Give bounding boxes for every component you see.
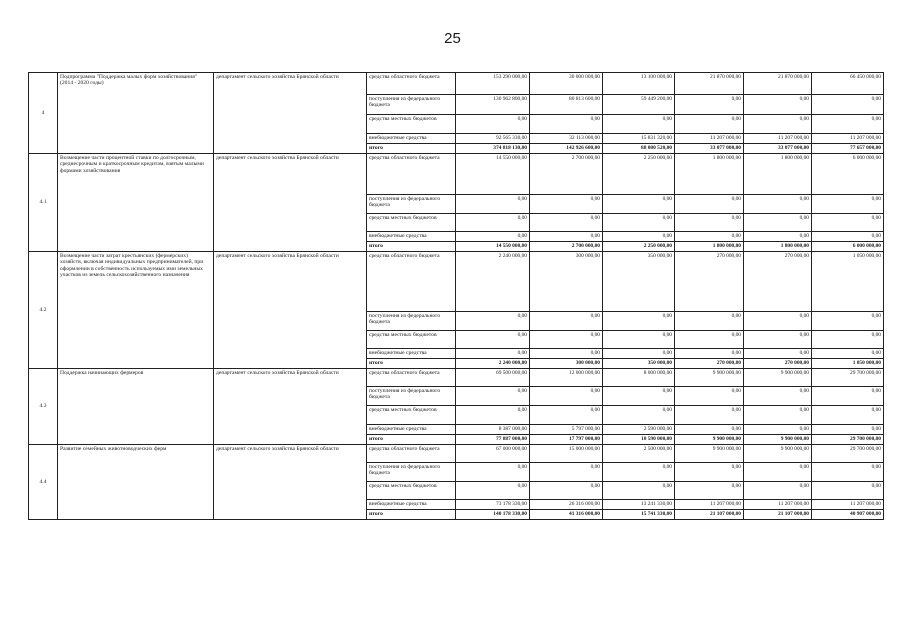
amount-cell: 0,00: [675, 214, 744, 232]
amount-cell: 21 107 000,00: [675, 510, 744, 520]
funding-source: итого: [367, 144, 456, 154]
item-name: Подпрограмма "Поддержка малых форм хозяйствования" (2014 - 2020 годы): [58, 73, 214, 154]
amount-cell: 0,00: [456, 312, 530, 331]
amount-cell: 5 797 000,00: [530, 425, 603, 435]
funding-source: итого: [367, 510, 456, 520]
amount-cell: 2 700 000,00: [530, 242, 603, 252]
item-name: Возмещение части затрат крестьянских (фермерских) хозяйств, включая индивидуальных предпринимателей, при оформлении в собственность используемых ими земельных участков из земель сельскохозяйственного назначения: [58, 252, 214, 369]
amount-cell: 0,00: [603, 214, 675, 232]
amount-cell: 0,00: [675, 406, 744, 425]
amount-cell: 26 316 000,00: [530, 500, 603, 510]
amount-cell: 41 316 000,00: [530, 510, 603, 520]
amount-cell: 15 831 320,00: [603, 134, 675, 144]
item-executor: департамент сельского хозяйства Брянской области: [214, 369, 367, 445]
amount-cell: 374 818 130,00: [456, 144, 530, 154]
funding-source: поступления из федерального бюджета: [367, 312, 456, 331]
amount-cell: 1 800 000,00: [675, 242, 744, 252]
amount-cell: 0,00: [530, 115, 603, 134]
amount-cell: 0,00: [744, 232, 812, 242]
amount-cell: 2 240 000,00: [456, 252, 530, 312]
amount-cell: 11 207 000,00: [812, 134, 884, 144]
amount-cell: 0,00: [530, 482, 603, 500]
funding-source: средства областного бюджета: [367, 73, 456, 95]
amount-cell: 0,00: [675, 349, 744, 359]
funding-source: средства местных бюджетов: [367, 331, 456, 349]
amount-cell: 13 241 330,00: [603, 500, 675, 510]
funding-source: поступления из федерального бюджета: [367, 95, 456, 115]
funding-source: поступления из федерального бюджета: [367, 463, 456, 482]
amount-cell: 0,00: [603, 349, 675, 359]
amount-cell: 0,00: [603, 482, 675, 500]
amount-cell: 12 000 000,00: [530, 369, 603, 387]
amount-cell: 15 000 000,00: [530, 445, 603, 463]
amount-cell: 0,00: [675, 387, 744, 406]
amount-cell: 2 240 000,00: [456, 359, 530, 369]
amount-cell: 1 800 000,00: [675, 154, 744, 195]
item-code: 4: [29, 73, 58, 154]
funding-source: средства областного бюджета: [367, 369, 456, 387]
amount-cell: 1 800 000,00: [744, 154, 812, 195]
amount-cell: 15 741 330,00: [603, 510, 675, 520]
amount-cell: 14 550 000,00: [456, 154, 530, 195]
amount-cell: 29 700 000,00: [812, 435, 884, 445]
amount-cell: 0,00: [744, 425, 812, 435]
amount-cell: 0,00: [675, 232, 744, 242]
item-name: Возмещение части процентной ставки по долгосрочным, среднесрочным и краткосрочным кредитам, взятым малыми формами хозяйствования: [58, 154, 214, 252]
funding-source: поступления из федерального бюджета: [367, 195, 456, 214]
amount-cell: 0,00: [456, 387, 530, 406]
funding-source: средства областного бюджета: [367, 154, 456, 195]
amount-cell: 0,00: [603, 115, 675, 134]
amount-cell: 0,00: [744, 406, 812, 425]
item-name: Развитие семейных животноводческих ферм: [58, 445, 214, 520]
amount-cell: 0,00: [456, 463, 530, 482]
item-code: 4.1: [29, 154, 58, 252]
amount-cell: 0,00: [603, 331, 675, 349]
amount-cell: 8 000 000,00: [603, 369, 675, 387]
amount-cell: 0,00: [456, 482, 530, 500]
amount-cell: 33 077 000,00: [744, 144, 812, 154]
amount-cell: 10 590 000,00: [603, 435, 675, 445]
funding-source: средства местных бюджетов: [367, 214, 456, 232]
amount-cell: 2 250 000,00: [603, 242, 675, 252]
amount-cell: 9 900 000,00: [744, 369, 812, 387]
amount-cell: 9 900 000,00: [675, 369, 744, 387]
amount-cell: 0,00: [675, 482, 744, 500]
amount-cell: 0,00: [812, 482, 884, 500]
amount-cell: 0,00: [812, 406, 884, 425]
amount-cell: 6 000 000,00: [812, 242, 884, 252]
table-row: [29, 252, 884, 312]
amount-cell: 2 590 000,00: [603, 425, 675, 435]
amount-cell: 0,00: [603, 195, 675, 214]
amount-cell: 80 813 600,00: [530, 95, 603, 115]
amount-cell: 153 290 000,00: [456, 73, 530, 95]
funding-source: внебюджетные средства: [367, 134, 456, 144]
amount-cell: 0,00: [812, 349, 884, 359]
funding-source: итого: [367, 435, 456, 445]
amount-cell: 0,00: [603, 406, 675, 425]
item-name: Поддержка начинающих фермеров: [58, 369, 214, 445]
amount-cell: 0,00: [530, 232, 603, 242]
amount-cell: 66 450 000,00: [812, 73, 884, 95]
amount-cell: 300 000,00: [530, 252, 603, 312]
amount-cell: 0,00: [675, 312, 744, 331]
item-executor: департамент сельского хозяйства Брянской области: [214, 73, 367, 154]
amount-cell: 130 962 800,00: [456, 95, 530, 115]
amount-cell: 350 000,00: [603, 252, 675, 312]
funding-source: внебюджетные средства: [367, 349, 456, 359]
amount-cell: 0,00: [530, 387, 603, 406]
amount-cell: 14 550 000,00: [456, 242, 530, 252]
amount-cell: 9 900 000,00: [744, 435, 812, 445]
funding-source: средства местных бюджетов: [367, 482, 456, 500]
amount-cell: 0,00: [675, 195, 744, 214]
amount-cell: 0,00: [675, 115, 744, 134]
amount-cell: 0,00: [744, 387, 812, 406]
amount-cell: 0,00: [812, 387, 884, 406]
table-row: [29, 73, 884, 95]
amount-cell: 0,00: [456, 331, 530, 349]
amount-cell: 0,00: [530, 195, 603, 214]
amount-cell: 0,00: [812, 232, 884, 242]
amount-cell: 0,00: [812, 115, 884, 134]
amount-cell: 29 700 000,00: [812, 369, 884, 387]
amount-cell: 0,00: [744, 115, 812, 134]
item-executor: департамент сельского хозяйства Брянской области: [214, 445, 367, 520]
amount-cell: 0,00: [456, 195, 530, 214]
amount-cell: 67 000 000,00: [456, 445, 530, 463]
amount-cell: 0,00: [812, 331, 884, 349]
amount-cell: 32 113 000,00: [530, 134, 603, 144]
amount-cell: 17 797 000,00: [530, 435, 603, 445]
funding-source: итого: [367, 359, 456, 369]
amount-cell: 11 207 000,00: [744, 500, 812, 510]
page-number: 25: [444, 30, 461, 47]
amount-cell: 142 926 600,00: [530, 144, 603, 154]
amount-cell: 0,00: [744, 331, 812, 349]
item-code: 4.4: [29, 445, 58, 520]
amount-cell: 11 207 000,00: [675, 500, 744, 510]
amount-cell: 270 000,00: [744, 252, 812, 312]
amount-cell: 0,00: [456, 349, 530, 359]
amount-cell: 270 000,00: [675, 359, 744, 369]
amount-cell: 2 250 000,00: [603, 154, 675, 195]
table-row: [29, 445, 884, 463]
amount-cell: 0,00: [675, 95, 744, 115]
amount-cell: 59 449 200,00: [603, 95, 675, 115]
amount-cell: 29 700 000,00: [812, 445, 884, 463]
amount-cell: 11 207 000,00: [675, 134, 744, 144]
amount-cell: 0,00: [456, 115, 530, 134]
amount-cell: 77 657 000,00: [812, 144, 884, 154]
table-row: [29, 154, 884, 195]
table-row: [29, 369, 884, 387]
amount-cell: 0,00: [744, 482, 812, 500]
amount-cell: 92 565 330,00: [456, 134, 530, 144]
amount-cell: 0,00: [603, 387, 675, 406]
funding-source: средства местных бюджетов: [367, 406, 456, 425]
amount-cell: 69 500 000,00: [456, 369, 530, 387]
amount-cell: 9 900 000,00: [675, 435, 744, 445]
amount-cell: 0,00: [530, 406, 603, 425]
amount-cell: 0,00: [744, 95, 812, 115]
amount-cell: 2 700 000,00: [530, 154, 603, 195]
amount-cell: 0,00: [603, 232, 675, 242]
amount-cell: 0,00: [744, 463, 812, 482]
amount-cell: 6 000 000,00: [812, 154, 884, 195]
item-code: 4.3: [29, 369, 58, 445]
amount-cell: 0,00: [530, 312, 603, 331]
amount-cell: 9 900 000,00: [675, 445, 744, 463]
amount-cell: 0,00: [675, 425, 744, 435]
amount-cell: 0,00: [812, 214, 884, 232]
amount-cell: 0,00: [812, 425, 884, 435]
funding-source: средства местных бюджетов: [367, 115, 456, 134]
amount-cell: 21 870 000,00: [744, 73, 812, 95]
amount-cell: 77 887 000,00: [456, 435, 530, 445]
amount-cell: 1 050 000,00: [812, 359, 884, 369]
amount-cell: 21 107 000,00: [744, 510, 812, 520]
amount-cell: 21 870 000,00: [675, 73, 744, 95]
amount-cell: 33 077 000,00: [675, 144, 744, 154]
amount-cell: 270 000,00: [675, 252, 744, 312]
amount-cell: 0,00: [744, 195, 812, 214]
amount-cell: 300 000,00: [530, 359, 603, 369]
amount-cell: 30 000 000,00: [530, 73, 603, 95]
amount-cell: 0,00: [812, 195, 884, 214]
funding-source: итого: [367, 242, 456, 252]
amount-cell: 0,00: [530, 214, 603, 232]
amount-cell: 0,00: [744, 349, 812, 359]
amount-cell: 0,00: [744, 312, 812, 331]
amount-cell: 73 178 330,00: [456, 500, 530, 510]
amount-cell: 1 800 000,00: [744, 242, 812, 252]
funding-source: внебюджетные средства: [367, 232, 456, 242]
amount-cell: 8 387 000,00: [456, 425, 530, 435]
amount-cell: 0,00: [675, 331, 744, 349]
amount-cell: 0,00: [812, 463, 884, 482]
amount-cell: 1 050 000,00: [812, 252, 884, 312]
amount-cell: 0,00: [603, 463, 675, 482]
amount-cell: 0,00: [530, 349, 603, 359]
amount-cell: 0,00: [675, 463, 744, 482]
funding-source: внебюджетные средства: [367, 500, 456, 510]
funding-source: внебюджетные средства: [367, 425, 456, 435]
amount-cell: 88 080 520,00: [603, 144, 675, 154]
funding-source: поступления из федерального бюджета: [367, 387, 456, 406]
amount-cell: 0,00: [456, 214, 530, 232]
funding-source: средства областного бюджета: [367, 445, 456, 463]
amount-cell: 0,00: [530, 463, 603, 482]
budget-table: [28, 72, 884, 520]
amount-cell: 0,00: [530, 331, 603, 349]
amount-cell: 0,00: [603, 312, 675, 331]
amount-cell: 9 900 000,00: [744, 445, 812, 463]
amount-cell: 350 000,00: [603, 359, 675, 369]
funding-source: средства областного бюджета: [367, 252, 456, 312]
amount-cell: 0,00: [812, 312, 884, 331]
amount-cell: 0,00: [456, 232, 530, 242]
amount-cell: 0,00: [744, 214, 812, 232]
amount-cell: 40 907 000,00: [812, 510, 884, 520]
amount-cell: 11 207 000,00: [744, 134, 812, 144]
amount-cell: 0,00: [812, 95, 884, 115]
item-executor: департамент сельского хозяйства Брянской области: [214, 252, 367, 369]
amount-cell: 13 100 000,00: [603, 73, 675, 95]
amount-cell: 270 000,00: [744, 359, 812, 369]
amount-cell: 11 207 000,00: [812, 500, 884, 510]
amount-cell: 0,00: [456, 406, 530, 425]
item-code: 4.2: [29, 252, 58, 369]
item-executor: департамент сельского хозяйства Брянской области: [214, 154, 367, 252]
amount-cell: 140 178 330,00: [456, 510, 530, 520]
amount-cell: 2 500 000,00: [603, 445, 675, 463]
